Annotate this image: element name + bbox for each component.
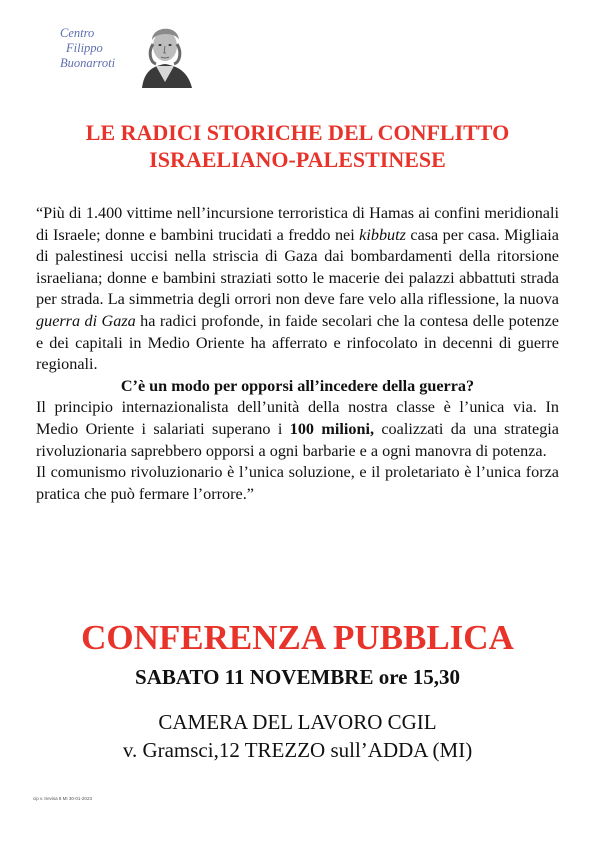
venue-line-1: CAMERA DEL LAVORO CGIL [158,710,437,734]
paragraph-1 [36,203,559,376]
venue-line-2: v. Gramsci,12 TREZZO sull’ADDA (MI) [122,738,473,762]
p1-kibbutz: kibbutz [359,225,406,244]
p2-text-b: coalizzati da una strategia rivoluzionaria saprebbero opporsi a ogni barbarie e a ogni manovra di potenza. [36,419,559,460]
logo-line-2: Filippo [66,41,103,55]
p1-text-b: casa per casa. Migliaia di palestinesi uccisi nella striscia di Gaza dai bombardamenti della ritorsione israeliana; donne e bambini straziati sotto le macerie dei palazzi abbattuti strada per strada. La simmetria degli orrori non deve fare velo alla riflessione, la nuova [36,225,559,309]
print-note: cip v. trevisa 8 MI 30-01-2023 [33,796,92,801]
p1-text-a: “Più di 1.400 vittime nell’incursione terroristica di Hamas ai confini meridionali di Israele; donne e bambini trucidati a freddo nei [36,204,559,244]
paragraph-2 [36,397,559,462]
paragraph-3: Il comunismo rivoluzionario è l’unica soluzione, e il proletariato è l’unica forza pratica che può fermare l’orrore.” [36,463,559,503]
portrait-image [134,16,196,88]
title-line-1: LE RADICI STORICHE DEL CONFLITTO [85,120,510,145]
logo-line-1: Centro [60,26,95,40]
logo [56,16,206,92]
event-heading: CONFERENZA PUBBLICA [81,618,514,657]
event-date: SABATO 11 NOVEMBRE ore 15,30 [135,665,460,689]
title-line-2: ISRAELIANO-PALESTINESE [149,147,446,172]
logo-text [60,26,140,71]
p1-guerra-di-gaza: guerra di Gaza [36,311,136,330]
p2-bold: 100 milioni, [289,419,374,438]
p2-text-a: Il principio internazionalista dell’unità della nostra classe è l’unica via. In Medio Oriente i salariati superano i [36,398,559,438]
logo-line-3: Buonarroti [60,56,116,70]
question-line: C’è un modo per opporsi all’incedere della guerra? [120,376,475,395]
body-text [36,203,559,505]
p1-text-c: ha radici profonde, in faide secolari che la contesa delle potenze e dei capitali in Medio Oriente ha afferrato e rinfocolato in decenni di guerre regionali. [36,311,559,374]
